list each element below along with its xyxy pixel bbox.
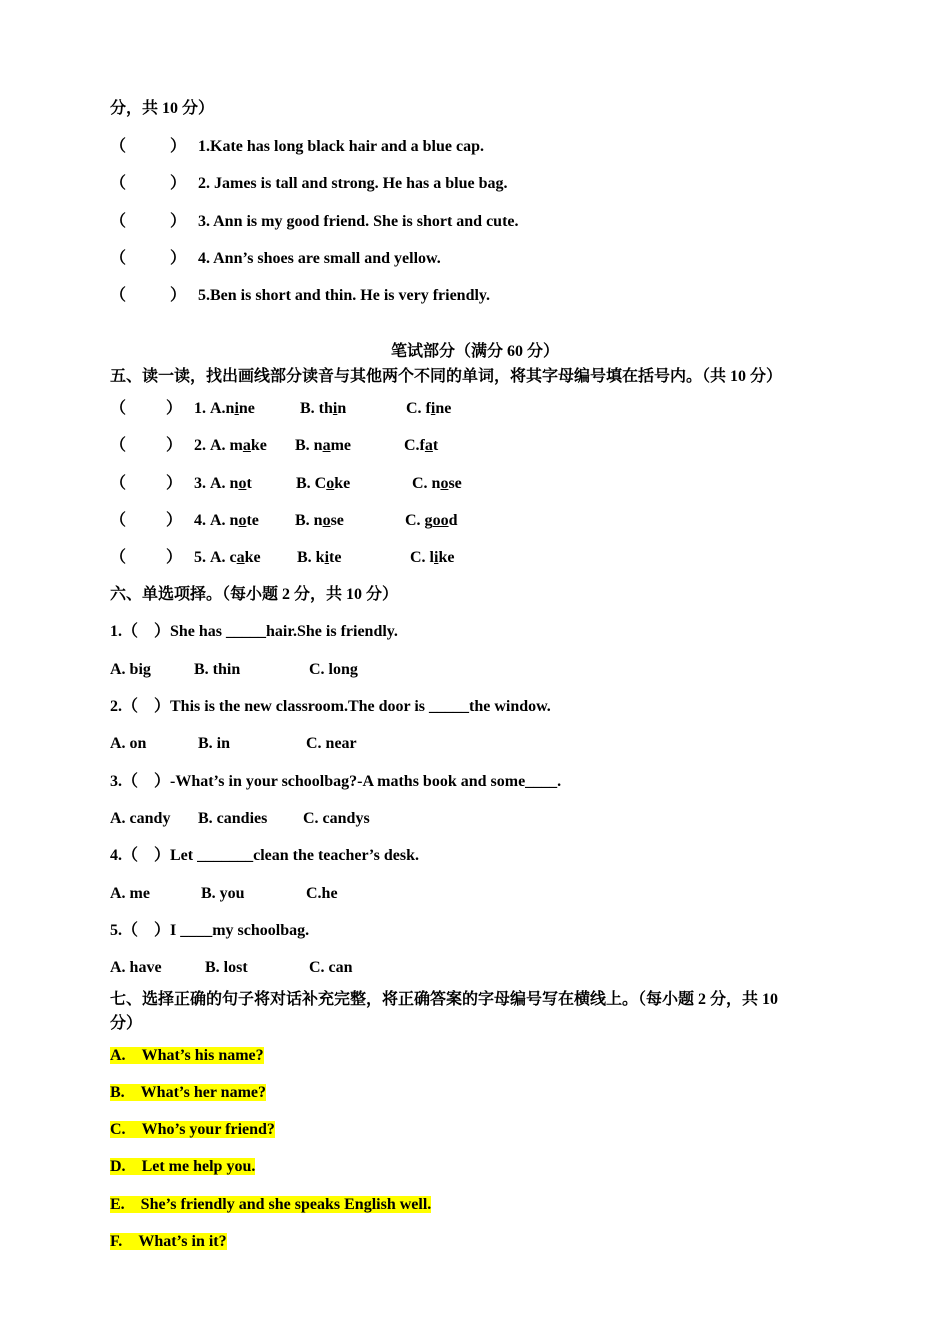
option-c: C.he [306,885,338,902]
option-c: C. good [405,512,458,529]
item-number: 5. [194,549,206,566]
answer-paren-close: ） [170,287,187,304]
item-number: 2. [194,437,206,454]
option-c: C.fat [404,437,439,454]
part5-title: 五、读一读，找出画线部分读音与其他两个不同的单词，将其字母编号填在括号内。（共 10 分） [110,368,783,385]
option-c: C. like [410,549,455,566]
option-c: C. near [306,735,357,752]
written-section-title: 笔试部分（满分 60 分） [390,343,559,360]
part6-question-3: 3.（ ）-What’s in your schoolbag?-A maths book and some____. [110,773,562,790]
item-number: 1. [194,400,206,417]
option-a: A. me [110,885,150,902]
item-number: 4. [194,512,206,529]
part7-option-c [110,1120,275,1140]
part6-question-5: 5.（ ）I ____my schoolbag. [110,922,310,939]
option-b: B. thin [194,661,241,678]
answer-paren-open: （ [110,437,127,454]
option-a: A. on [110,735,147,752]
highlighted-option: B. What’s her name? [110,1084,266,1101]
part7-option-a [110,1046,264,1066]
option-c: C. nose [412,475,462,492]
option-a: A. big [110,661,151,678]
option-c: C. long [309,661,358,678]
highlighted-option: A. What’s his name? [110,1047,264,1064]
option-b: B. nose [295,512,344,529]
option-b: B. lost [205,959,248,976]
highlighted-option: D. Let me help you. [110,1158,256,1175]
option-b: B. name [295,437,352,454]
answer-paren-close: ） [166,475,183,492]
part4-header-tail: 分，共 10 分） [110,100,215,117]
answer-paren-open: （ [110,250,127,267]
answer-paren-open: （ [110,475,127,492]
answer-paren-close: ） [166,400,183,417]
option-b: B. kite [297,549,342,566]
answer-paren-close: ） [170,138,187,155]
option-b: B. Coke [296,475,351,492]
option-c: C. candys [303,810,370,827]
answer-paren-close: ） [166,437,183,454]
option-c: C. fine [406,400,452,417]
statement-text: 4. Ann’s shoes are small and yellow. [198,250,441,267]
statement-text: 2. James is tall and strong. He has a blue bag. [198,175,508,192]
answer-paren-open: （ [110,512,127,529]
highlighted-option: F. What’s in it? [110,1233,227,1250]
option-b: B. you [201,885,245,902]
option-a: A. note [210,512,259,529]
option-b: B. thin [300,400,347,417]
option-b: B. candies [198,810,268,827]
part6-question-1: 1.（ ）She has _____hair.She is friendly. [110,623,398,640]
option-c: C. can [309,959,353,976]
option-a: A. candy [110,810,171,827]
part6-question-2: 2.（ ）This is the new classroom.The door is _____the window. [110,698,551,715]
option-b: B. in [198,735,231,752]
part7-option-f [110,1232,227,1252]
answer-paren-close: ） [166,549,183,566]
answer-paren-open: （ [110,175,127,192]
answer-paren-open: （ [110,213,127,230]
part7-title-line2: 分） [110,1015,143,1032]
option-a: A. have [110,959,162,976]
answer-paren-open: （ [110,549,127,566]
answer-paren-open: （ [110,400,127,417]
statement-text: 1.Kate has long black hair and a blue cap. [198,138,484,155]
part7-option-d [110,1157,255,1177]
answer-paren-close: ） [170,250,187,267]
option-a: A. make [210,437,267,454]
answer-paren-close: ） [170,175,187,192]
highlighted-option: C. Who’s your friend? [110,1121,275,1138]
answer-paren-open: （ [110,138,127,155]
part6-question-4: 4.（ ）Let _______clean the teacher’s desk. [110,847,419,864]
answer-paren-close: ） [166,512,183,529]
answer-paren-close: ） [170,213,187,230]
part7-title-line1: 七、选择正确的句子将对话补充完整，将正确答案的字母编号写在横线上。（每小题 2 分，共 10 [110,991,779,1008]
highlighted-option: E. She’s friendly and she speaks English well. [110,1196,432,1213]
statement-text: 5.Ben is short and thin. He is very friendly. [198,287,491,304]
option-a: A. cake [210,549,261,566]
answer-paren-open: （ [110,287,127,304]
item-number: 3. [194,475,206,492]
part7-option-e [110,1195,431,1215]
option-a: A.nine [210,400,255,417]
option-a: A. not [210,475,252,492]
part6-title: 六、单选项择。（每小题 2 分，共 10 分） [110,586,399,603]
part7-option-b [110,1083,266,1103]
statement-text: 3. Ann is my good friend. She is short and cute. [198,213,519,230]
